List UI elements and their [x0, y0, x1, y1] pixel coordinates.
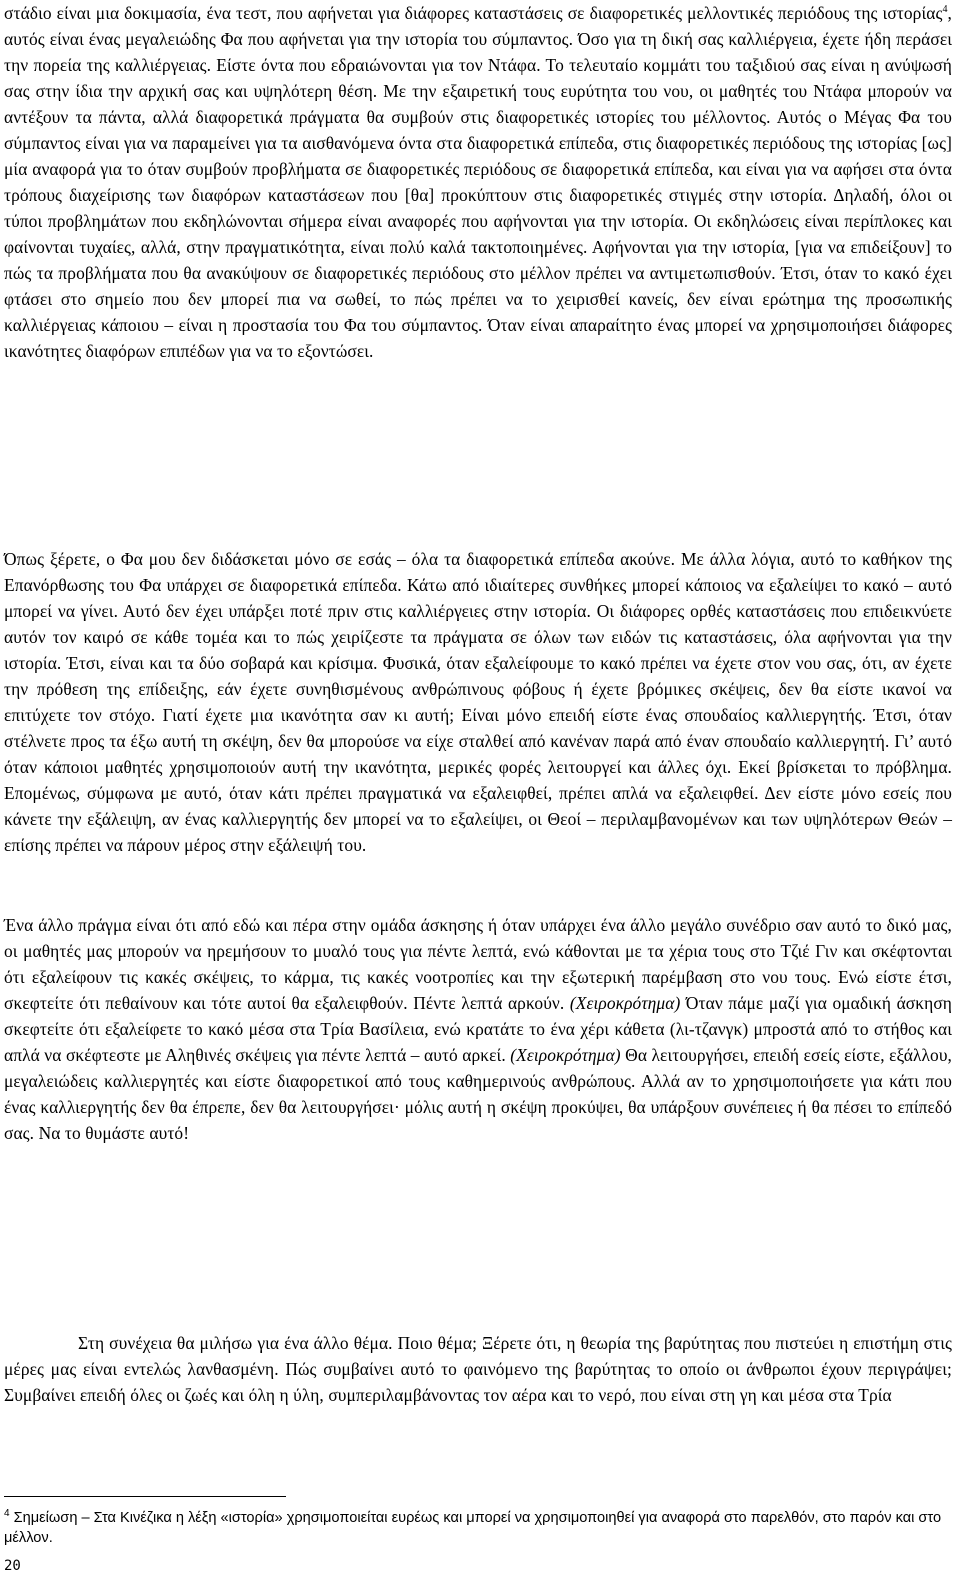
paragraph-3-text-c: Θα λειτουργήσει, επειδή εσείς είστε, εξάλλου, μεγαλειώδεις καλλιεργητές και είστε διαφορετικοί από τους καθημερινούς ανθρώπους. Αλλά αν το χρησιμοποιήσετε για κάτι που ένας καλλιεργητής δεν θα έπρεπε, δεν θα λειτουργήσει· μόλις αυτή η σκέψη προκύψει, θα υπάρξουν συνέπειες ή θα πέσει το επίπεδό σας. Να το θυμάστε αυτό! — [4, 1045, 952, 1143]
footnote — [4, 1508, 952, 1548]
paragraph-1-text-a: στάδιο είναι μια δοκιμασία, ένα τεστ, που αφήνεται για διάφορες καταστάσεις σε διαφορετικές μελλοντικές περιόδους της ιστορίας — [4, 3, 943, 23]
paragraph-3-text-a: Ένα άλλο πράγμα είναι ότι από εδώ και πέρα στην ομάδα άσκησης ή όταν υπάρχει ένα άλλο μεγάλο συνέδριο σαν αυτό το δικό μας, οι μαθητές μας μπορούν να ηρεμήσουν το μυαλό τους για πέντε λεπτά, ενώ κάθονται με τα χέρια τους στο Τζιέ Γιν και σκέφτονται ότι εξαλείφουν τις κακές σκέψεις, το κάρμα, τις κακές νοοτροπίες και την εξωτερική παρέμβαση στο νου τους. Ενώ είστε έτσι, σκεφτείτε ότι πεθαίνουν και τότε αυτοί θα εξαλειφθούν. Πέντε λεπτά αρκούν. — [4, 915, 952, 1013]
paragraph-1-text-b: , αυτός είναι ένας μεγαλειώδης Φα που αφήνεται για την ιστορία του σύμπαντος. Όσο για τη δική σας καλλιέργεια, έχετε ήδη περάσει την πορεία της καλλιέργειας. Είστε όντα που εδραιώνονται για τον Ντάφα. Το τελευταίο κομμάτι του ταξιδιού σας είναι η ανύψωσή σας στην ίδια την αρχική σας και υψηλότερη θέση. Με την εξαιρετική τους ευρύτητα του νου, οι μαθητές του Ντάφα μπορούν να αντέξουν τα πάντα, αλλά διαφορετικά πράγματα θα συμβούν στις διαφορετικές ιστορίες του μέλλοντος. Αυτός ο Μέγας Φα του σύμπαντος είναι για να παραμείνει για τα αισθανόμενα όντα στα διαφορετικά επίπεδα, στις διαφορετικές περιόδους της ιστορίας [ως] μία αναφορά για το όταν συμβούν προβλήματα σε διαφορετικές περιόδους σε διαφορετικά επίπεδα, και είναι για να αφήσει στα όντα τρόπους διαχείρισης των διαφόρων καταστάσεων που [θα] προκύπτουν στις διαφορετικές στιγμές στην ιστορία. Δηλαδή, όλοι οι τύποι προβλημάτων που εκδηλώνονται σήμερα είναι αναφορές που αφήνονται για την ιστορία. Οι εκδηλώσεις είναι περίπλοκες και φαίνονται τυχαίες, αλλά, στην πραγματικότητα, είναι πολύ καλά τακτοποιημένες. Αφήνονται για την ιστορία, [για να επιδείξουν] το πώς τα προβλήματα που θα ανακύψουν σε διαφορετικές περιόδους στο μέλλον πρέπει να αντιμετωπισθούν. Έτσι, όταν το κακό έχει φτάσει στο σημείο που δεν μπορεί πια να σωθεί, το πώς πρέπει να το χειρισθεί κανείς, δεν είναι ερώτημα της προσωπικής καλλιέργειας κάποιου – είναι η προστασία του Φα του σύμπαντος. Όταν είναι απαραίτητο ένας μπορεί να χρησιμοποιήσει διάφορες ικανότητες διαφόρων επιπέδων για να το εξοντώσει. — [4, 3, 952, 361]
paragraph-3 — [4, 912, 952, 1146]
applause-note: (Χειροκρότημα) — [510, 1045, 621, 1065]
footnote-reference[interactable]: 4 — [942, 4, 948, 16]
applause-note: (Χειροκρότημα) — [569, 993, 681, 1013]
paragraph-3-text-b: Όταν πάμε μαζί για ομαδική άσκηση σκεφτείτε ότι εξαλείφετε το κακό μέσα στα Τρία Βασίλεια, ενώ κρατάτε το ένα χέρι κάθετα (λι-τζανγκ) μπροστά από το στήθος και απλά να σκέφτεστε με Αληθινές σκέψεις για πέντε λεπτά – αυτό αρκεί. — [4, 993, 952, 1065]
paragraph-1 — [4, 0, 952, 364]
footnote-divider — [4, 1496, 286, 1497]
paragraph-2: Όπως ξέρετε, ο Φα μου δεν διδάσκεται μόνο σε εσάς – όλα τα διαφορετικά επίπεδα ακούνε. Με άλλα λόγια, αυτό το καθήκον της Επανόρθωσης του Φα υπάρχει σε διαφορετικά επίπεδα. Κάτω από ιδιαίτερες συνθήκες μπορεί κάποιος να εξαλείψει το κακό – αυτό μπορεί να γίνει. Αυτό δεν έχει υπάρξει ποτέ πριν στις καλλιέργειες στην ιστορία. Οι διάφορες ορθές καταστάσεις που επιδεικνύετε αυτόν τον καιρό σε κάθε τομέα και το πώς χειρίζεστε τα πράγματα σε όλων των ειδών τις καταστάσεις, όλα αφήνονται για την ιστορία. Έτσι, είναι και τα δύο σοβαρά και κρίσιμα. Φυσικά, όταν εξαλείφουμε το κακό πρέπει να έχετε στον νου σας, ότι, αν έχετε την πρόθεση της επίδειξης, εάν έχετε συνηθισμένους ανθρώπινους φόβους ή έχετε βρόμικες σκέψεις, δεν θα είστε ικανοί να επιτύχετε τον στόχο. Γιατί έχετε μια ικανότητα σαν κι αυτή; Είναι μόνο επειδή είστε ένας σπουδαίος καλλιεργητής. Έτσι, όταν στέλνετε προς τα έξω αυτή τη σκέψη, δεν θα μπορούσε να είχε σταλθεί από κανέναν παρά από έναν σπουδαίο καλλιεργητή. Γι’ αυτό όταν κάποιοι μαθητές χρησιμοποιούν αυτή την ικανότητα, μερικές φορές λειτουργεί και άλλες όχι. Εκεί βρίσκεται το πρόβλημα. Επομένως, σύμφωνα με αυτό, όταν κάτι πρέπει πραγματικά να εξαλειφθεί, πρέπει απλά να εξαλειφθεί. Δεν είστε μόνο εσείς που κάνετε την εξάλειψη, αν ένας καλλιεργητής δεν μπορεί να το εξαλείψει, οι Θεοί – περιλαμβανομένων και των υψηλότερων Θεών – επίσης πρέπει να πάρουν μέρος στην εξάλειψή του. — [4, 549, 952, 855]
paragraph-4: Στη συνέχεια θα μιλήσω για ένα άλλο θέμα. Ποιο θέμα; Ξέρετε ότι, η θεωρία της βαρύτητας που πιστεύει η επιστήμη στις μέρες μας είναι εντελώς λανθασμένη. Πώς συμβαίνει αυτό το φαινόμενο της βαρύτητας το οποίο οι άνθρωποι έχουν περιγράψει; Συμβαίνει επειδή όλες οι ζωές και όλη η ύλη, συμπεριλαμβάνοντας τον αέρα και το νερό, που είναι στη γη και μέσα στα Τρία — [4, 1333, 952, 1405]
footnote-text: Σημείωση – Στα Κινέζικα η λέξη «ιστορία» χρησιμοποιείται ευρέως και μπορεί να χρησιμοποιηθεί για αναφορά στο παρελθόν, στο παρόν και στο μέλλον. — [4, 1510, 942, 1546]
page-number: 20 — [4, 1558, 21, 1574]
footnote-marker: 4 — [4, 1508, 10, 1520]
